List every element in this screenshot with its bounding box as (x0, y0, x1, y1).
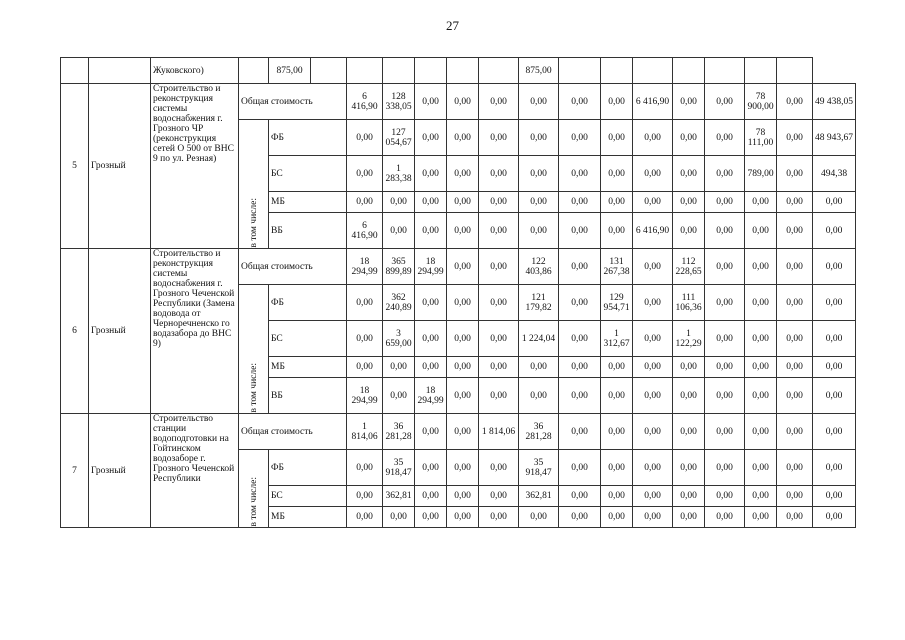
budget-value: 0,00 (705, 507, 745, 528)
total-value: 0,00 (777, 249, 813, 285)
page-number: 27 (446, 18, 459, 33)
value-cell: 875,00 (269, 58, 311, 84)
budget-value: 0,00 (559, 192, 601, 213)
budget-value: 0,00 (633, 285, 673, 321)
number-cell (61, 58, 89, 84)
total-value: 0,00 (479, 84, 519, 120)
total-value: 128 338,05 (383, 84, 415, 120)
budget-value: 0,00 (447, 486, 479, 507)
budget-value: 0,00 (559, 486, 601, 507)
budget-value: 0,00 (519, 378, 559, 414)
budget-value: 0,00 (415, 192, 447, 213)
budget-value: 0,00 (447, 321, 479, 357)
budget-source-label: ФБ (269, 120, 347, 156)
total-value: 36 281,28 (383, 414, 415, 450)
budget-value: 0,00 (777, 156, 813, 192)
budget-value: 0,00 (415, 321, 447, 357)
total-value: 6 416,90 (347, 84, 383, 120)
value-cell: 875,00 (519, 58, 559, 84)
value-cell (601, 58, 633, 84)
budget-value: 1 283,38 (383, 156, 415, 192)
budget-value: 362 240,89 (383, 285, 415, 321)
budget-value: 0,00 (633, 120, 673, 156)
value-cell (415, 58, 447, 84)
budget-value: 0,00 (705, 378, 745, 414)
budget-value: 0,00 (479, 213, 519, 249)
value-cell (633, 58, 673, 84)
budget-value: 0,00 (705, 156, 745, 192)
budget-value: 0,00 (347, 156, 383, 192)
budget-value: 0,00 (777, 285, 813, 321)
total-value: 0,00 (633, 249, 673, 285)
budget-value: 0,00 (813, 285, 856, 321)
budget-value: 0,00 (415, 486, 447, 507)
value-cell (347, 58, 383, 84)
budget-value: 0,00 (415, 213, 447, 249)
budget-value: 0,00 (705, 192, 745, 213)
budget-value: 0,00 (633, 192, 673, 213)
project-title: Строительство и реконструкция системы водоснабжения г. Грозного ЧР (реконструкция сетей О 500 от ВНС 9 по ул. Резная) (151, 84, 239, 249)
budget-value: 78 111,00 (745, 120, 777, 156)
budget-value: 0,00 (705, 285, 745, 321)
budget-value: 0,00 (673, 192, 705, 213)
budget-value: 0,00 (777, 450, 813, 486)
budget-value: 0,00 (813, 321, 856, 357)
budget-value: 0,00 (777, 192, 813, 213)
total-value: 0,00 (559, 249, 601, 285)
value-cell (559, 58, 601, 84)
budget-value: 0,00 (705, 486, 745, 507)
in-that-text: в том числе: (248, 198, 259, 248)
total-value: 0,00 (745, 249, 777, 285)
value-cell (239, 58, 269, 84)
budget-value: 0,00 (601, 120, 633, 156)
total-value: 0,00 (601, 414, 633, 450)
in-that-text: в том числе: (248, 363, 259, 413)
budget-value: 0,00 (745, 486, 777, 507)
budget-value: 0,00 (559, 450, 601, 486)
total-value: 0,00 (705, 414, 745, 450)
city-cell (89, 58, 151, 84)
budget-value: 0,00 (347, 321, 383, 357)
budget-value: 0,00 (673, 357, 705, 378)
in-that-label (239, 120, 269, 249)
budget-value: 0,00 (673, 450, 705, 486)
budget-value: 0,00 (447, 285, 479, 321)
total-value: 1 814,06 (479, 414, 519, 450)
budget-value: 0,00 (519, 507, 559, 528)
budget-value: 0,00 (519, 213, 559, 249)
budget-value: 0,00 (745, 213, 777, 249)
budget-value: 0,00 (813, 357, 856, 378)
budget-value: 0,00 (777, 378, 813, 414)
budget-source-label: ФБ (269, 450, 347, 486)
budget-value: 362,81 (519, 486, 559, 507)
budget-value: 0,00 (347, 285, 383, 321)
value-cell (745, 58, 777, 84)
budget-value: 0,00 (777, 486, 813, 507)
total-value: 0,00 (447, 249, 479, 285)
total-value: 0,00 (633, 414, 673, 450)
budget-value: 18 294,99 (347, 378, 383, 414)
total-value: 0,00 (673, 414, 705, 450)
budget-value: 0,00 (745, 507, 777, 528)
budget-value: 0,00 (415, 507, 447, 528)
total-value: 18 294,99 (415, 249, 447, 285)
budget-value: 0,00 (347, 192, 383, 213)
total-value: 0,00 (559, 414, 601, 450)
budget-value: 0,00 (673, 156, 705, 192)
budget-value: 0,00 (633, 357, 673, 378)
total-value: 0,00 (705, 84, 745, 120)
budget-value: 0,00 (745, 192, 777, 213)
budget-value: 0,00 (813, 450, 856, 486)
project-title: Строительство и реконструкция системы водоснабжения г. Грозного Чеченской Республики (Замена водовода от Черноречненско го водазабора до ВНС 9) (151, 249, 239, 414)
budget-value: 0,00 (777, 120, 813, 156)
total-value: 49 438,05 (813, 84, 856, 120)
budget-value: 129 954,71 (601, 285, 633, 321)
budget-value: 0,00 (601, 213, 633, 249)
budget-value: 0,00 (519, 192, 559, 213)
value-cell (383, 58, 415, 84)
budget-value: 0,00 (673, 378, 705, 414)
budget-value: 0,00 (705, 120, 745, 156)
budget-value: 0,00 (559, 357, 601, 378)
value-cell (705, 58, 745, 84)
total-value: 1 814,06 (347, 414, 383, 450)
budget-value: 0,00 (705, 450, 745, 486)
budget-value: 0,00 (633, 450, 673, 486)
budget-value: 6 416,90 (633, 213, 673, 249)
budget-value: 6 416,90 (347, 213, 383, 249)
budget-value: 1 312,67 (601, 321, 633, 357)
budget-value: 0,00 (479, 450, 519, 486)
budget-value: 0,00 (633, 507, 673, 528)
in-that-text: в том числе: (248, 477, 259, 527)
budget-value: 0,00 (479, 285, 519, 321)
budget-value: 0,00 (601, 156, 633, 192)
value-cell (777, 58, 813, 84)
budget-value: 0,00 (479, 156, 519, 192)
budget-value: 121 179,82 (519, 285, 559, 321)
total-value: 0,00 (777, 414, 813, 450)
budget-value: 0,00 (559, 120, 601, 156)
total-label: Общая стоимость (239, 249, 347, 285)
budget-value: 0,00 (519, 357, 559, 378)
total-label: Общая стоимость (239, 84, 347, 120)
budget-source-label: БС (269, 486, 347, 507)
budget-value: 0,00 (415, 450, 447, 486)
budget-value: 0,00 (447, 507, 479, 528)
total-value: 0,00 (705, 249, 745, 285)
budget-value: 0,00 (745, 321, 777, 357)
budget-value: 35 918,47 (519, 450, 559, 486)
budget-source-label: БС (269, 321, 347, 357)
value-cell (311, 58, 347, 84)
budget-value: 0,00 (383, 357, 415, 378)
budget-value: 0,00 (479, 192, 519, 213)
total-value: 0,00 (519, 84, 559, 120)
value-cell (479, 58, 519, 84)
budget-value: 0,00 (813, 486, 856, 507)
total-value: 0,00 (479, 249, 519, 285)
in-that-label (239, 450, 269, 528)
project-city: Грозный (89, 249, 151, 414)
budget-value: 0,00 (559, 378, 601, 414)
total-value: 36 281,28 (519, 414, 559, 450)
budget-value: 0,00 (601, 507, 633, 528)
budget-value: 0,00 (347, 450, 383, 486)
budget-source-label: ФБ (269, 285, 347, 321)
budget-value: 0,00 (601, 486, 633, 507)
budget-value: 0,00 (633, 156, 673, 192)
budget-value: 0,00 (601, 378, 633, 414)
project-number: 5 (61, 84, 89, 249)
budget-value: 1 122,29 (673, 321, 705, 357)
total-value: 122 403,86 (519, 249, 559, 285)
budget-value: 1 224,04 (519, 321, 559, 357)
budget-value: 494,38 (813, 156, 856, 192)
budget-source-label: МБ (269, 507, 347, 528)
budget-value: 35 918,47 (383, 450, 415, 486)
budget-value: 0,00 (447, 120, 479, 156)
budget-value: 0,00 (777, 321, 813, 357)
budget-value: 0,00 (777, 507, 813, 528)
budget-value: 0,00 (559, 285, 601, 321)
value-cell (447, 58, 479, 84)
total-value: 6 416,90 (633, 84, 673, 120)
budget-value: 0,00 (601, 450, 633, 486)
budget-value: 0,00 (479, 507, 519, 528)
budget-value: 0,00 (383, 192, 415, 213)
budget-value: 48 943,67 (813, 120, 856, 156)
budget-value: 0,00 (347, 120, 383, 156)
total-value: 0,00 (601, 84, 633, 120)
budget-value: 0,00 (745, 285, 777, 321)
project-city: Грозный (89, 84, 151, 249)
budget-value: 0,00 (519, 156, 559, 192)
total-value: 0,00 (745, 414, 777, 450)
budget-value: 0,00 (745, 450, 777, 486)
budget-value: 127 054,67 (383, 120, 415, 156)
budget-value: 0,00 (383, 507, 415, 528)
budget-value: 0,00 (447, 156, 479, 192)
budget-value: 0,00 (447, 450, 479, 486)
budget-value: 0,00 (415, 285, 447, 321)
budget-source-label: МБ (269, 357, 347, 378)
prev-project-tail: Жуковского) (151, 58, 239, 84)
total-value: 0,00 (415, 84, 447, 120)
budget-value: 0,00 (519, 120, 559, 156)
budget-value: 0,00 (813, 213, 856, 249)
total-value: 0,00 (559, 84, 601, 120)
budget-value: 111 106,36 (673, 285, 705, 321)
budget-table (60, 57, 856, 528)
budget-value: 0,00 (479, 120, 519, 156)
budget-source-label: ВБ (269, 378, 347, 414)
budget-value: 18 294,99 (415, 378, 447, 414)
budget-value: 362,81 (383, 486, 415, 507)
budget-value: 0,00 (673, 507, 705, 528)
budget-value: 0,00 (559, 156, 601, 192)
budget-value: 3 659,00 (383, 321, 415, 357)
total-value: 112 228,65 (673, 249, 705, 285)
total-value: 131 267,38 (601, 249, 633, 285)
budget-value: 0,00 (447, 213, 479, 249)
budget-value: 0,00 (559, 321, 601, 357)
budget-value: 0,00 (415, 357, 447, 378)
budget-value: 0,00 (673, 486, 705, 507)
budget-value: 0,00 (633, 321, 673, 357)
budget-source-label: БС (269, 156, 347, 192)
budget-value: 0,00 (479, 321, 519, 357)
budget-value: 0,00 (745, 357, 777, 378)
budget-value: 0,00 (633, 486, 673, 507)
budget-value: 0,00 (813, 507, 856, 528)
budget-value: 0,00 (383, 213, 415, 249)
project-title: Строительство станции водоподготовки на Гойтинском водозаборе г. Грозного Чеченской Республики (151, 414, 239, 528)
budget-value: 0,00 (601, 192, 633, 213)
budget-value: 0,00 (347, 486, 383, 507)
in-that-label (239, 285, 269, 414)
budget-value: 0,00 (601, 357, 633, 378)
value-cell (673, 58, 705, 84)
budget-value: 0,00 (479, 486, 519, 507)
budget-value: 0,00 (813, 378, 856, 414)
total-label: Общая стоимость (239, 414, 347, 450)
budget-value: 0,00 (559, 507, 601, 528)
total-value: 0,00 (447, 414, 479, 450)
budget-value: 0,00 (415, 156, 447, 192)
budget-value: 0,00 (705, 321, 745, 357)
budget-value: 0,00 (777, 357, 813, 378)
total-value: 0,00 (673, 84, 705, 120)
budget-value: 0,00 (347, 507, 383, 528)
total-value: 18 294,99 (347, 249, 383, 285)
budget-value: 789,00 (745, 156, 777, 192)
budget-value: 0,00 (347, 357, 383, 378)
total-value: 0,00 (415, 414, 447, 450)
budget-value: 0,00 (559, 213, 601, 249)
budget-value: 0,00 (705, 213, 745, 249)
project-number: 7 (61, 414, 89, 528)
total-value: 0,00 (813, 249, 856, 285)
budget-value: 0,00 (813, 192, 856, 213)
project-city: Грозный (89, 414, 151, 528)
budget-value: 0,00 (705, 357, 745, 378)
project-number: 6 (61, 249, 89, 414)
budget-value: 0,00 (383, 378, 415, 414)
budget-value: 0,00 (415, 120, 447, 156)
budget-value: 0,00 (745, 378, 777, 414)
total-value: 0,00 (447, 84, 479, 120)
budget-value: 0,00 (447, 192, 479, 213)
budget-value: 0,00 (633, 378, 673, 414)
budget-value: 0,00 (673, 120, 705, 156)
budget-value: 0,00 (479, 378, 519, 414)
total-value: 0,00 (813, 414, 856, 450)
budget-value: 0,00 (447, 378, 479, 414)
total-value: 78 900,00 (745, 84, 777, 120)
budget-value: 0,00 (479, 357, 519, 378)
budget-source-label: ВБ (269, 213, 347, 249)
budget-value: 0,00 (777, 213, 813, 249)
budget-value: 0,00 (447, 357, 479, 378)
budget-value: 0,00 (673, 213, 705, 249)
budget-source-label: МБ (269, 192, 347, 213)
total-value: 0,00 (777, 84, 813, 120)
total-value: 365 899,89 (383, 249, 415, 285)
